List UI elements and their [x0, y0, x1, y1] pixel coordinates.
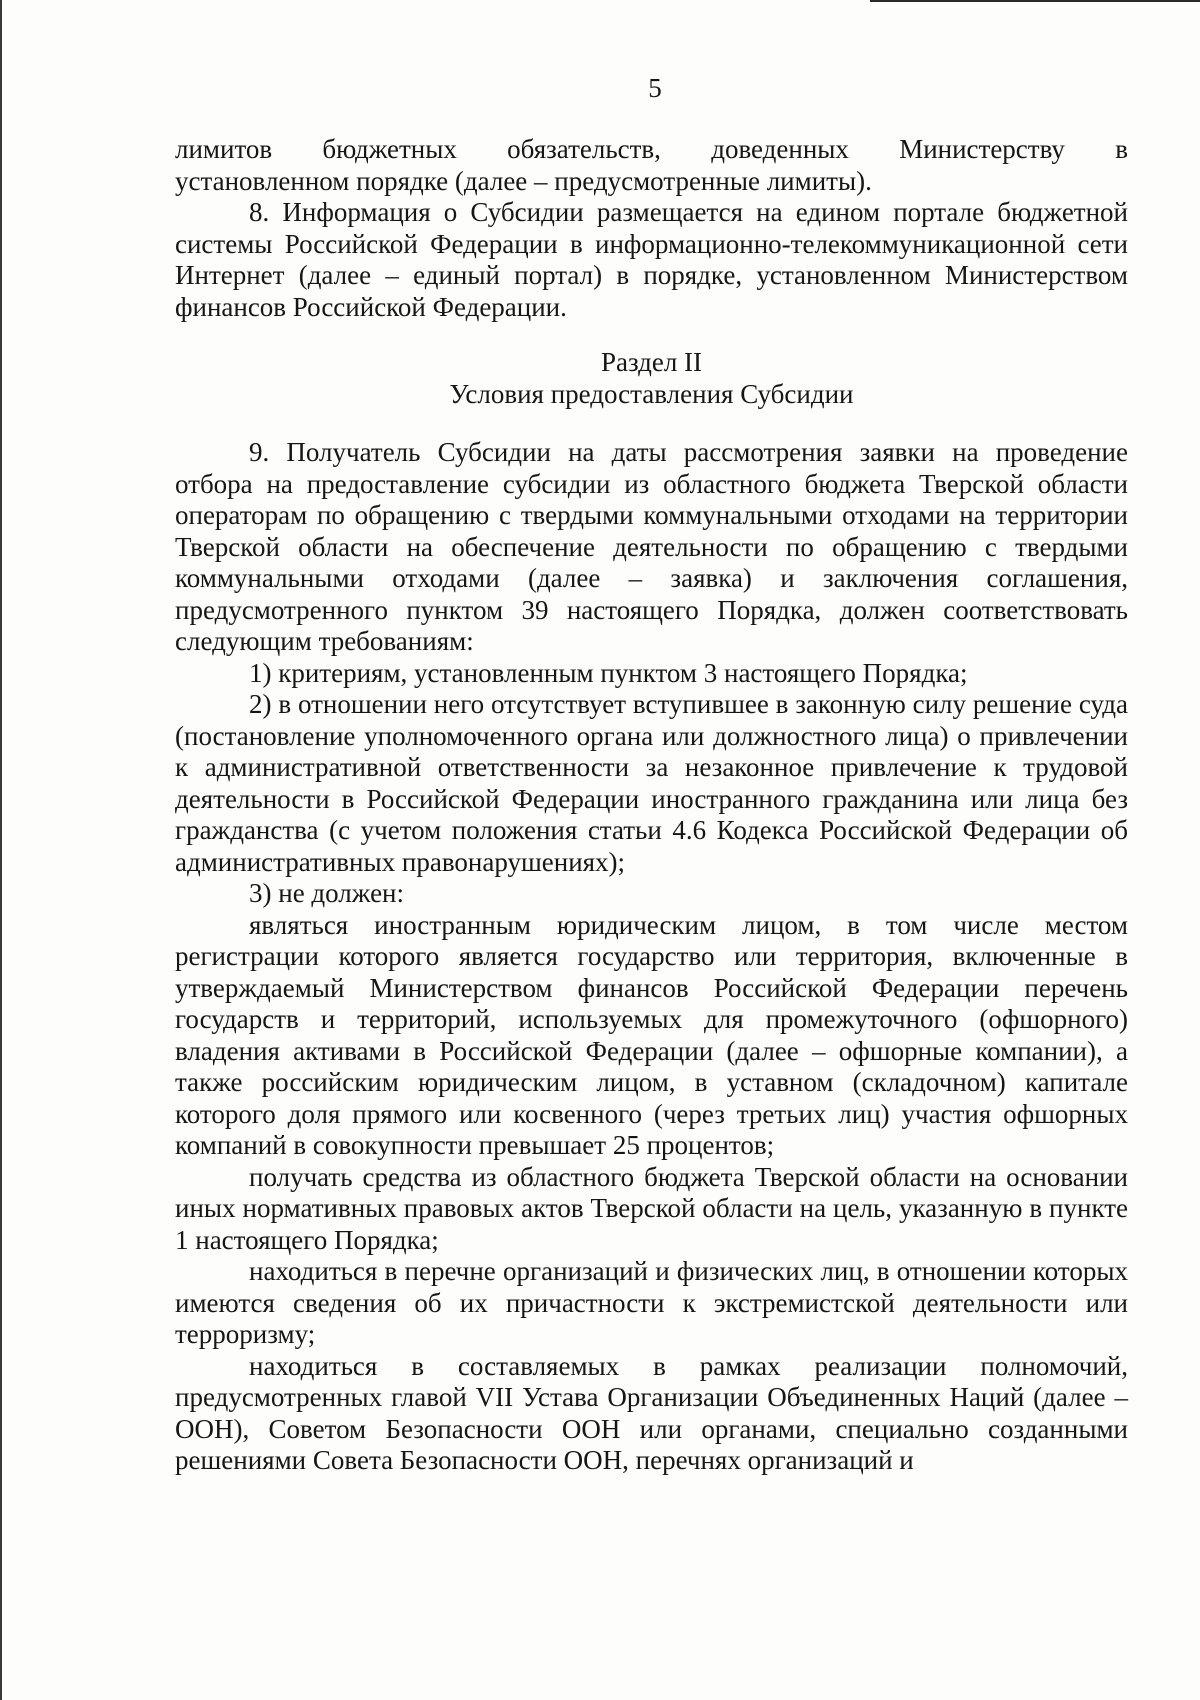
- page-number: 5: [648, 73, 662, 103]
- first-line-word: лимитов: [175, 134, 273, 164]
- paragraph-extremism: находиться в перечне организаций и физических лиц, в отношении которых имеются сведения об их причастности к экстремистской деятельности или терроризму;: [175, 1256, 1128, 1349]
- first-line-word: Министерству: [899, 134, 1065, 164]
- section-title: Условия предоставления Субсидии: [449, 378, 854, 409]
- paragraph-subitem-1: 1) критериям, установленным пунктом 3 настоящего Порядка;: [249, 657, 968, 688]
- paragraph-offshore: являться иностранным юридическим лицом, в том числе местом регистрации которого является государство или территория, включенные в утверждаемый Министерством финансов Российской Федерации перечень государств и территорий, используемых для промежуточного (офшорного) владения активами в Российской Федерации (далее – офшорные компании), а также российским юридическим лицом, в уставном (складочном) капитале которого доля прямого или косвенного (через третьих лиц) участия офшорных компаний в совокупности превышает 25 процентов;: [175, 909, 1128, 1160]
- scan-edge-top: [870, 0, 1200, 2]
- section-number: Раздел II: [600, 347, 703, 377]
- paragraph-un-lists: находиться в составляемых в рамках реализации полномочий, предусмотренных главой VII Устава Организации Объединенных Наций (далее – ООН), Советом Безопасности ООН или органами, специально созданными решениями Совета Безопасности ООН, перечнях организаций и: [175, 1350, 1128, 1475]
- first-line: [175, 134, 1128, 166]
- paragraph-continuation: установленном порядке (далее – предусмотренные лимиты).: [175, 165, 872, 196]
- paragraph-subitem-2: 2) в отношении него отсутствует вступившее в законную силу решение суда (постановление уполномоченного органа или должностного лица) о привлечении к административной ответственности за незаконное привлечение к трудовой деятельности в Российской Федерации иностранного гражданина или лица без гражданства (с учетом положения статьи 4.6 Кодекса Российской Федерации об административных правонарушениях);: [175, 689, 1128, 877]
- first-line-word: обязательств,: [507, 134, 661, 164]
- paragraph-subitem-3: 3) не должен:: [249, 878, 405, 908]
- document-body: [175, 134, 1128, 1477]
- first-line-word: доведенных: [711, 134, 849, 164]
- paragraph-item-8: 8. Информация о Субсидии размещается на едином портале бюджетной системы Российской Федерации в информационно-телекоммуникационной сети Интернет (далее – единый портал) в порядке, установленном Министерством финансов Российской Федерации.: [175, 197, 1128, 322]
- paragraph-other-funds: получать средства из областного бюджета Тверской области на основании иных нормативных правовых актов Тверской области на цель, указанную в пункте 1 настоящего Порядка;: [175, 1161, 1128, 1255]
- first-line-word: бюджетных: [322, 134, 457, 164]
- paragraph-item-9: 9. Получатель Субсидии на даты рассмотрения заявки на проведение отбора на предоставление субсидии из областного бюджета Тверской области операторам по обращению с твердыми коммунальными отходами на территории Тверской области на обеспечение деятельности по обращению с твердыми коммунальными отходами (далее – заявка) и заключения соглашения, предусмотренного пунктом 39 настоящего Порядка, должен соответствовать следующим требованиям:: [175, 437, 1128, 656]
- first-line-word: в: [1115, 134, 1128, 164]
- scan-edge-left: [0, 0, 2, 1700]
